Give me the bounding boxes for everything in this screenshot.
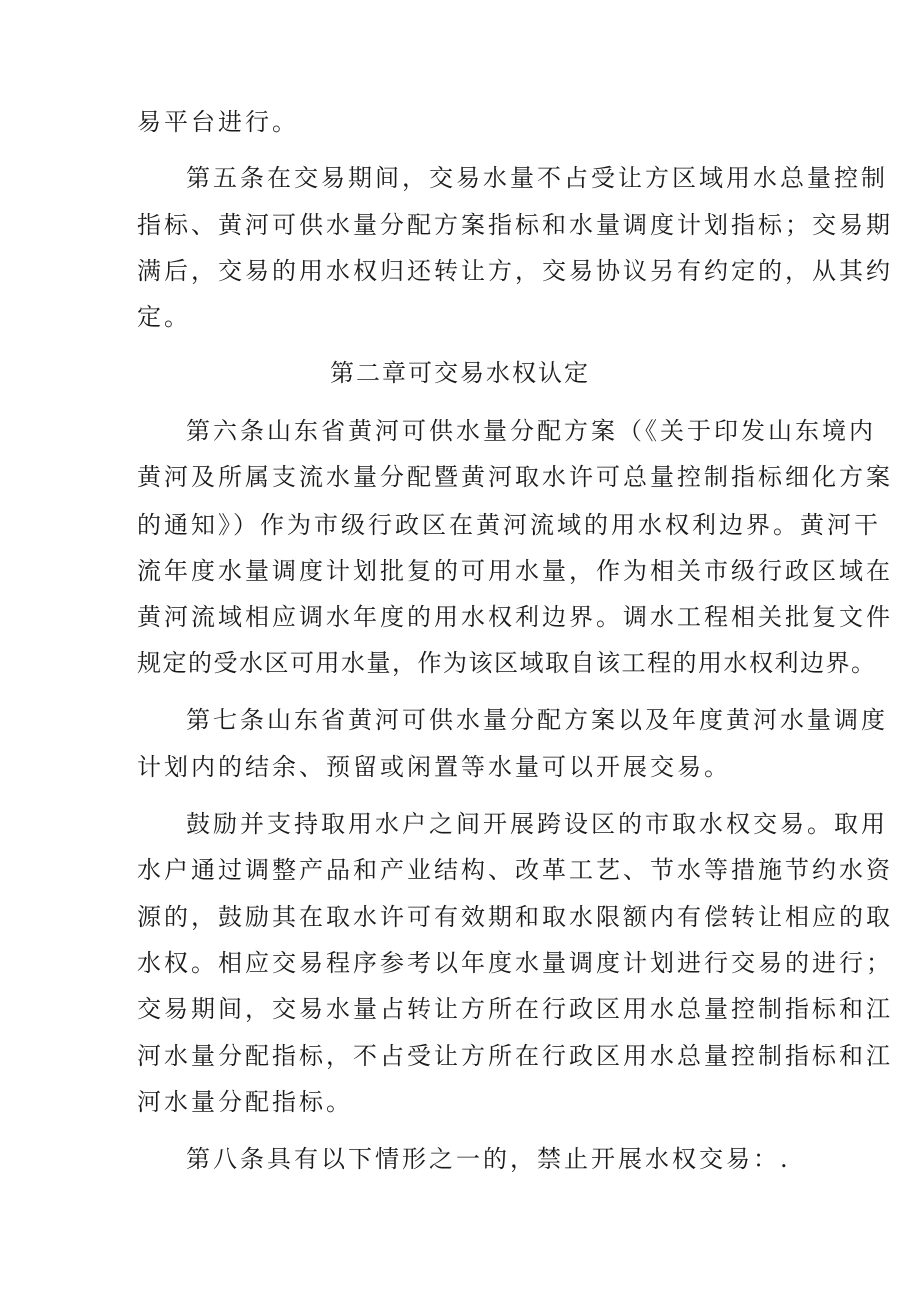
text-line: 源的，鼓励其在取水许可有效期和取水限额内有偿转让相应的取 xyxy=(137,903,893,931)
text-line: 指标、黄河可供水量分配方案指标和水量调度计划指标；交易期 xyxy=(137,211,893,239)
text-line: 黄河及所属支流水量分配暨黄河取水许可总量控制指标细化方案 xyxy=(137,463,893,491)
text-line: 满后，交易的用水权归还转让方，交易协议另有约定的，从其约 xyxy=(137,257,893,285)
text-line: 定。 xyxy=(137,303,191,331)
text-line: 流年度水量调度计划批复的可用水量，作为相关市级行政区域在 xyxy=(137,557,893,585)
text-line: 水户通过调整产品和产业结构、改革工艺、节水等措施节约水资 xyxy=(137,856,893,884)
paragraph-first-line: 第八条具有以下情形之一的，禁止开展水权交易：. xyxy=(186,1145,791,1173)
text-line: 规定的受水区可用水量，作为该区域取自该工程的用水权利边界。 xyxy=(137,649,877,677)
chapter-heading: 第二章可交易水权认定 xyxy=(330,359,590,387)
paragraph-first-line: 第七条山东省黄河可供水量分配方案以及年度黄河水量调度 xyxy=(186,706,888,734)
text-line: 河水量分配指标。 xyxy=(137,1088,353,1116)
text-line: 易平台进行。 xyxy=(137,108,299,136)
text-line: 计划内的结余、预留或闲置等水量可以开展交易。 xyxy=(137,753,731,781)
text-line: 黄河流域相应调水年度的用水权利边界。调水工程相关批复文件 xyxy=(137,603,893,631)
text-line: 水权。相应交易程序参考以年度水量调度计划进行交易的进行； xyxy=(137,949,893,977)
text-line: 河水量分配指标，不占受让方所在行政区用水总量控制指标和江 xyxy=(137,1042,893,1070)
paragraph-first-line: 第六条山东省黄河可供水量分配方案（《关于印发山东境内 xyxy=(186,417,876,445)
text-line: 交易期间，交易水量占转让方所在行政区用水总量控制指标和江 xyxy=(137,995,893,1023)
text-line: 的通知》）作为市级行政区在黄河流域的用水权利边界。黄河干 xyxy=(137,511,881,539)
paragraph-first-line: 第五条在交易期间，交易水量不占受让方区域用水总量控制 xyxy=(186,164,888,192)
paragraph-first-line: 鼓励并支持取用水户之间开展跨设区的市取水权交易。取用 xyxy=(186,810,888,838)
